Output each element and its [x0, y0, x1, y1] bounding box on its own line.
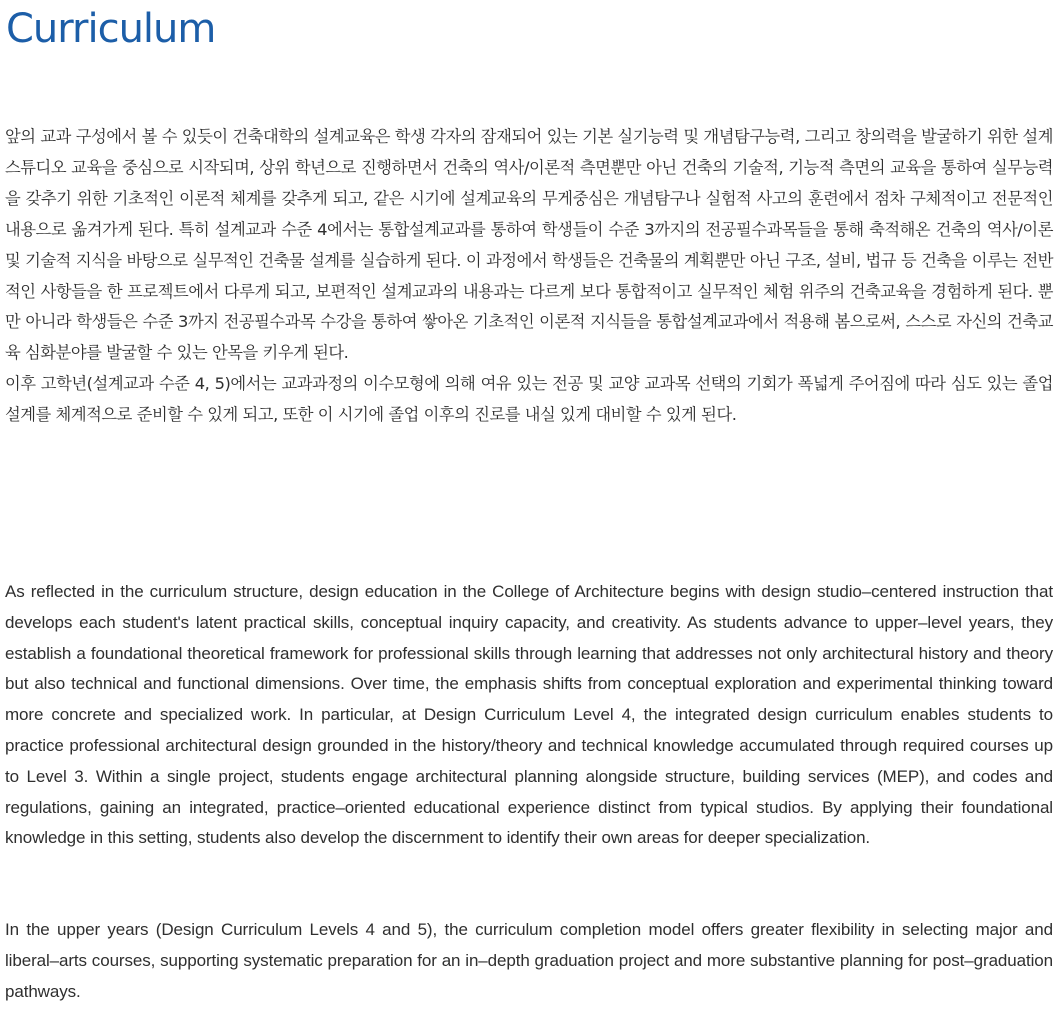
english-paragraph-1: As reflected in the curriculum structure, design education in the College of Architecture begins with design studio–centered instruction that develops each student's latent practical skills, conceptual inquiry capacity, and creativity. As students advance to upper–level years, they establish a foundational theoretical framework for professional skills through learning that addresses not only architectural history and theory but also technical and functional dimensions. Over time, the emphasis shifts from conceptual exploration and experimental thinking toward more concrete and specialized work. In particular, at Design Curriculum Level 4, the integrated design curriculum enables students to practice professional architectural design grounded in the history/theory and technical knowledge accumulated through required courses up to Level 3. Within a single project, students engage architectural planning alongside structure, building services (MEP), and codes and regulations, gaining an integrated, practice–oriented educational experience distinct from typical studios. By applying their foundational knowledge in this setting, students also develop the discernment to identify their own areas for deeper specialization.: [5, 582, 1053, 848]
english-paragraph-2: In the upper years (Design Curriculum Levels 4 and 5), the curriculum completion model offers greater flexibility in selecting major and liberal–arts courses, supporting systematic preparation for an in–depth graduation project and more substantive planning for post–graduation pathways.: [5, 920, 1053, 1001]
korean-text-block: [5, 122, 1053, 431]
korean-paragraph-2: 이후 고학년(설계교과 수준 4, 5)에서는 교과과정의 이수모형에 의해 여유 있는 전공 및 교양 교과목 선택의 기회가 폭넓게 주어짐에 따라 심도 있는 졸업설계를 체계적으로 준비할 수 있게 되고, 또한 이 시기에 졸업 이후의 진로를 내실 있게 대비할 수 있게 된다.: [5, 374, 1053, 425]
page-title: Curriculum: [6, 6, 216, 52]
korean-paragraph-1: 앞의 교과 구성에서 볼 수 있듯이 건축대학의 설계교육은 학생 각자의 잠재되어 있는 기본 실기능력 및 개념탐구능력, 그리고 창의력을 발굴하기 위한 설계스튜디오 교육을 중심으로 시작되며, 상위 학년으로 진행하면서 건축의 역사/이론적 측면뿐만 아닌 건축의 기술적, 기능적 측면의 교육을 통하여 실무능력을 갖추기 위한 기초적인 이론적 체계를 갖추게 되고, 같은 시기에 설계교육의 무게중심은 개념탐구나 실험적 사고의 훈련에서 점차 구체적이고 전문적인 내용으로 옮겨가게 된다. 특히 설계교과 수준 4에서는 통합설계교과를 통하여 학생들이 수준 3까지의 전공필수과목들을 통해 축적해온 건축의 역사/이론 및 기술적 지식을 바탕으로 실무적인 건축물 설계를 실습하게 된다. 이 과정에서 학생들은 건축물의 계획뿐만 아닌 구조, 설비, 법규 등 건축을 이루는 전반적인 사항들을 한 프로젝트에서 다루게 되고, 보편적인 설계교과의 내용과는 다르게 보다 통합적이고 실무적인 체험 위주의 건축교육을 경험하게 된다. 뿐만 아니라 학생들은 수준 3까지 전공필수과목 수강을 통하여 쌓아온 기초적인 이론적 지식들을 통합설계교과에서 적용해 봄으로써, 스스로 자신의 건축교육 심화분야를 발굴할 수 있는 안목을 키우게 된다.: [5, 127, 1053, 363]
